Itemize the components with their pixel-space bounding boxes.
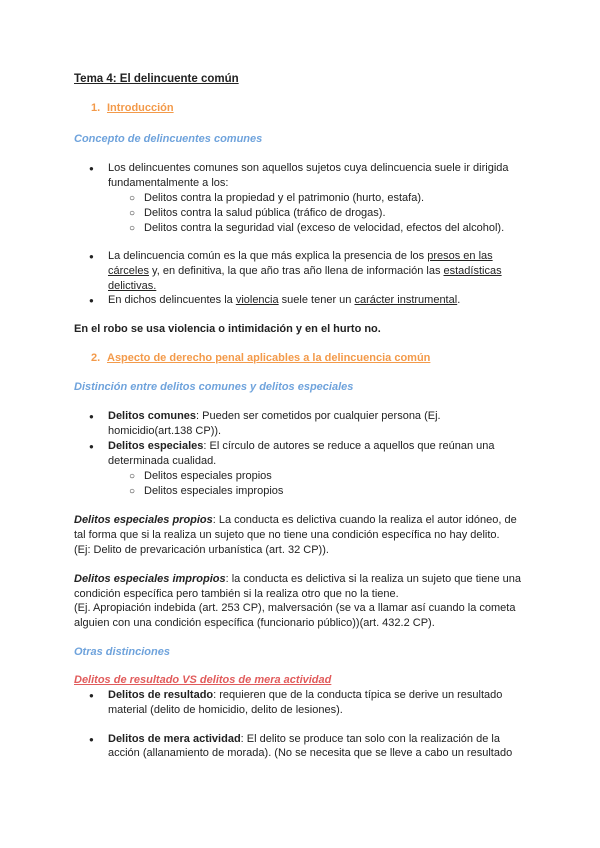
underlined-term: delictivas. <box>108 280 157 292</box>
bullet-item: ● Delitos de mera actividad: El delito se produce tan solo con la realización de la <box>108 732 500 747</box>
bullet-item: ● Delitos especiales: El círculo de autores se reduce a aquellos que reúnan una <box>108 439 494 454</box>
underlined-term: presos en las <box>427 250 493 262</box>
section-number: 1. <box>91 102 101 114</box>
paragraph-line: Delitos especiales propios: La conducta es delictiva cuando la realiza el autor idóneo, de <box>74 514 517 526</box>
paragraph-line: condición específica pero también si la realiza otro que no la tiene. <box>74 588 399 600</box>
bullet-item: ● Delitos de resultado: requieren que de la conducta típica se derive un resultado <box>108 688 502 703</box>
bullet-item: ● En dichos delincuentes la violencia suele tener un carácter instrumental. <box>108 293 460 308</box>
paragraph-line: Delitos especiales impropios: la conducta es delictiva si la realiza un sujeto que tiene una <box>74 573 521 585</box>
red-underlined-heading: Delitos de resultado VS delitos de mera actividad <box>74 674 332 686</box>
paragraph-line: (Ej: Delito de prevaricación urbanística (art. 32 CP)). <box>74 544 329 556</box>
bullet-item-continuation: fundamentalmente a los: <box>108 177 229 189</box>
bold-statement: En el robo se usa violencia o intimidación y en el hurto no. <box>74 323 381 335</box>
bullet-item: ● La delincuencia común es la que más explica la presencia de los presos en las <box>108 249 493 264</box>
sub-bullet-item: ○ Delitos contra la salud pública (tráfico de drogas). <box>144 206 386 221</box>
bullet-item-continuation: acción (allanamiento de morada). (No se necesita que se lleve a cabo un resultado <box>108 747 513 759</box>
underlined-term: violencia <box>235 294 279 306</box>
sub-bullet-item: ○ Delitos contra la seguridad vial (exceso de velocidad, efectos del alcohol). <box>144 221 504 236</box>
section-heading-derecho-penal <box>91 351 430 366</box>
section-label: Aspecto de derecho penal aplicables a la delincuencia común <box>107 352 431 364</box>
underlined-term: estadísticas <box>443 265 502 277</box>
bold-italic-term: Delitos especiales propios <box>74 514 213 526</box>
sub-bullet-item: ○ Delitos especiales impropios <box>144 484 283 499</box>
section-heading-introduccion <box>91 101 174 116</box>
bullet-item-continuation: determinada cualidad. <box>108 455 217 467</box>
section-label: Introducción <box>107 102 174 114</box>
paragraph-line: (Ej. Apropiación indebida (art. 253 CP), malversación (se va a llamar así cuando la cometa <box>74 602 516 614</box>
bullet-item-continuation: material (delito de homicidio, delito de lesiones). <box>108 704 343 716</box>
bullet-item-continuation <box>108 279 156 294</box>
section-number: 2. <box>91 352 101 364</box>
bullet-item: ● Delitos comunes: Pueden ser cometidos por cualquier persona (Ej. <box>108 409 441 424</box>
paragraph-line: tal forma que si la realiza un sujeto que no tiene una condición específica no hay delito. <box>74 529 500 541</box>
subheading-concepto: Concepto de delincuentes comunes <box>74 133 263 145</box>
document-title: Tema 4: El delincuente común <box>74 73 239 85</box>
bullet-item-continuation: cárceles y, en definitiva, la que año tras año llena de información las estadísticas <box>108 265 502 277</box>
underlined-term: carácter instrumental <box>354 294 458 306</box>
paragraph-line: alguien con una condición específica (funcionario público))(art. 432.2 CP). <box>74 617 435 629</box>
bullet-item: ● Los delincuentes comunes son aquellos sujetos cuya delincuencia suele ir dirigida <box>108 161 509 176</box>
sub-bullet-item: ○ Delitos especiales propios <box>144 469 272 484</box>
bold-italic-term: Delitos especiales impropios <box>74 573 226 585</box>
underlined-term: cárceles <box>108 265 149 277</box>
bullet-item-continuation: homicidio(art.138 CP)). <box>108 425 222 437</box>
subheading-distincion: Distinción entre delitos comunes y delitos especiales <box>74 381 354 393</box>
sub-bullet-item: ○ Delitos contra la propiedad y el patrimonio (hurto, estafa). <box>144 191 424 206</box>
subheading-otras: Otras distinciones <box>74 646 170 658</box>
